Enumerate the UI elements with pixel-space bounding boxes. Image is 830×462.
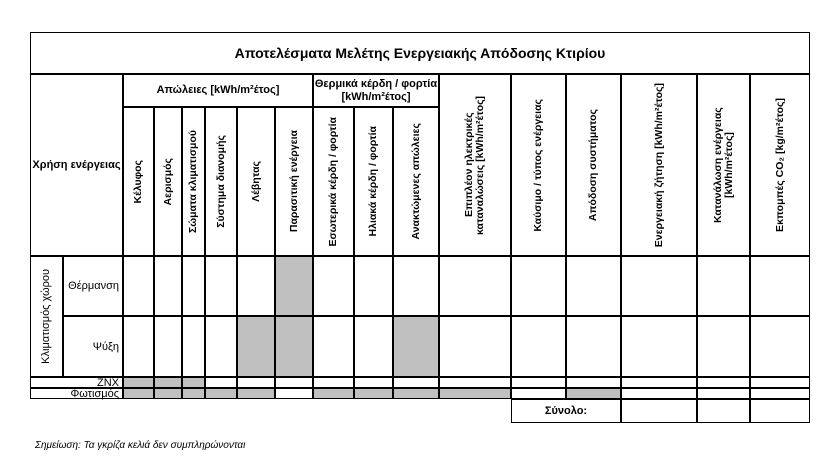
table-cell — [393, 256, 439, 316]
column-header-label: Επιπλέον ηλεκτρικές καταναλώσεις [kWh/m²έτος] — [463, 95, 486, 235]
column-header-label: Σώματα κλιματισμού — [187, 129, 199, 234]
table-cell — [205, 256, 237, 316]
column-header-5 — [237, 107, 275, 256]
table-cell — [393, 388, 439, 399]
table-cell — [237, 256, 275, 316]
table-cell — [354, 316, 393, 377]
table-cell — [750, 388, 810, 399]
table-cell — [621, 316, 697, 377]
table-cell — [750, 256, 810, 316]
column-header-10 — [439, 74, 511, 256]
table-cell — [237, 316, 275, 377]
table-cell — [275, 256, 313, 316]
table-cell — [393, 377, 439, 388]
column-header-1 — [123, 107, 154, 256]
table-cell — [439, 388, 511, 399]
table-cell — [154, 388, 182, 399]
row-label: ΖΝΧ — [30, 377, 123, 388]
total-energy-demand — [621, 399, 697, 423]
column-header-label: Κατανάλωση ενέργειας [kWh/m²έτος] — [711, 107, 735, 223]
column-header-label: Αερισμός — [161, 157, 174, 206]
table-cell — [154, 256, 182, 316]
table-cell — [621, 256, 697, 316]
table-cell — [511, 377, 566, 388]
column-header-12 — [566, 74, 621, 256]
column-header-2 — [154, 107, 182, 256]
table-cell — [205, 316, 237, 377]
total-label: Σύνολο: — [511, 399, 621, 423]
table-cell — [393, 316, 439, 377]
column-header-14 — [697, 74, 750, 256]
column-header-3 — [182, 107, 205, 256]
table-cell — [511, 316, 566, 377]
table-cell — [697, 388, 750, 399]
table-cell — [237, 388, 275, 399]
column-header-label: Εσωτερικά κέρδη / φορτία — [327, 116, 339, 247]
column-header-label: Ανακτώμενες απώλειες — [409, 123, 422, 240]
row-label: Φωτισμός — [30, 388, 123, 399]
table-cell — [697, 256, 750, 316]
table-cell — [566, 316, 621, 377]
table-cell — [354, 256, 393, 316]
table-cell — [566, 388, 621, 399]
table-cell — [182, 256, 205, 316]
table-cell — [182, 316, 205, 377]
table-cell — [123, 377, 154, 388]
energy-results-table — [30, 32, 810, 423]
column-header-label: Κέλυφος — [132, 159, 144, 204]
table-cell — [237, 377, 275, 388]
table-cell — [275, 316, 313, 377]
table-cell — [621, 388, 697, 399]
table-cell — [275, 388, 313, 399]
table-cell — [275, 377, 313, 388]
table-cell — [439, 256, 511, 316]
table-cell — [750, 316, 810, 377]
column-header-label: Ηλιακά κέρδη / φορτία — [367, 126, 379, 237]
table-cell — [566, 256, 621, 316]
table-cell — [313, 388, 354, 399]
column-header-label: Σύστημα διανομής — [214, 135, 227, 228]
column-header-7 — [313, 107, 354, 256]
table-cell — [182, 388, 205, 399]
total-energy-consumption — [697, 399, 750, 423]
table-cell — [439, 316, 511, 377]
table-cell — [354, 377, 393, 388]
table-cell — [697, 377, 750, 388]
table-cell — [566, 377, 621, 388]
table-cell — [697, 316, 750, 377]
row-label: Θέρμανση — [63, 256, 123, 316]
total-co2-emissions — [750, 399, 810, 423]
column-header-11 — [511, 74, 566, 256]
table-cell — [621, 377, 697, 388]
table-cell — [123, 256, 154, 316]
column-header-label: Απόδοση συστήματος — [587, 108, 599, 222]
table-cell — [313, 377, 354, 388]
column-header-6 — [275, 107, 313, 256]
column-header-label: Λέβητας — [249, 161, 262, 202]
table-cell — [123, 316, 154, 377]
table-cell — [123, 388, 154, 399]
table-cell — [511, 256, 566, 316]
column-header-label: Καύσιμο / τύπος ενέργειας — [532, 98, 544, 232]
column-header-label: Παρασιτική ενέργεια — [287, 130, 300, 233]
table-title: Αποτελέσματα Μελέτης Ενεργειακής Απόδοσης Κτιρίου — [30, 32, 810, 74]
space-conditioning-label: Κλιματισμός χώρου — [40, 269, 52, 364]
table-cell — [313, 256, 354, 316]
table-cell — [439, 377, 511, 388]
row-label: Ψύξη — [63, 316, 123, 377]
table-cell — [313, 316, 354, 377]
energy-use-header: Χρήση ενέργειας — [30, 74, 123, 256]
column-header-15 — [750, 74, 810, 256]
table-cell — [154, 316, 182, 377]
column-header-4 — [205, 107, 237, 256]
table-cell — [511, 388, 566, 399]
table-cell — [154, 377, 182, 388]
column-header-9 — [393, 107, 439, 256]
column-header-label: Εκπομπές CO₂ [kg/m²έτος] — [773, 98, 786, 232]
table-cell — [750, 377, 810, 388]
table-cell — [205, 377, 237, 388]
losses-group-header: Απώλειες [kWh/m²έτος] — [123, 74, 313, 107]
footnote: Σημείωση: Τα γκρίζα κελιά δεν συμπληρώνονται — [35, 440, 246, 451]
table-cell — [354, 388, 393, 399]
space-conditioning-group — [30, 256, 63, 377]
column-header-13 — [621, 74, 697, 256]
table-cell — [182, 377, 205, 388]
column-header-label: Ενεργειακή ζήτηση [kWh/m²έτος] — [652, 82, 665, 248]
table-cell — [205, 388, 237, 399]
gains-group-header: Θερμικά κέρδη / φορτία [kWh/m²έτος] — [313, 74, 439, 107]
column-header-8 — [354, 107, 393, 256]
